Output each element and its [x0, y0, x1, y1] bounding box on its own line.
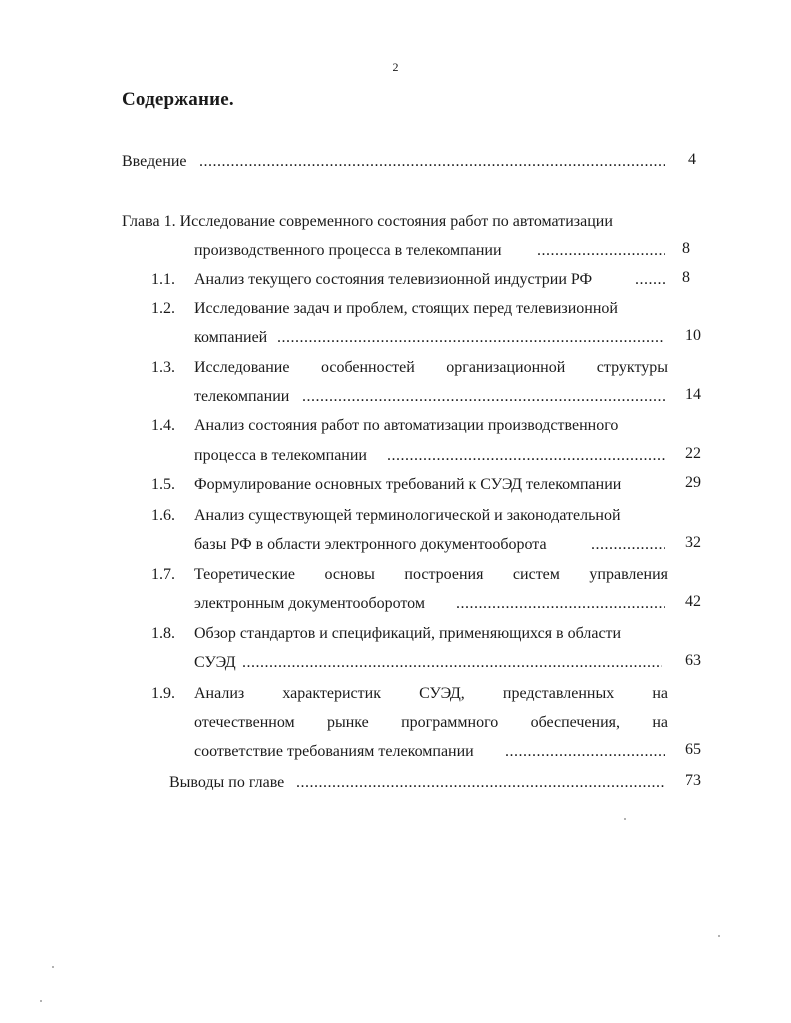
- scan-speck: [40, 1000, 42, 1002]
- toc-word: структуры: [596, 359, 668, 376]
- toc-conclusion-label: Выводы по главе: [169, 774, 285, 791]
- toc-section-page: 29: [685, 474, 701, 491]
- toc-word: отечественном: [194, 714, 295, 731]
- toc-word: управления: [589, 566, 668, 583]
- toc-word: обеспечения,: [530, 714, 621, 731]
- toc-section-title: Исследование задач и проблем, стоящих перед телевизионной: [194, 300, 618, 317]
- toc-chapter-page: 8: [682, 240, 690, 257]
- toc-section-number: 1.9.: [151, 685, 175, 702]
- toc-leader-dots: [387, 446, 665, 466]
- page-number: 2: [392, 60, 399, 74]
- toc-word: построения: [404, 566, 484, 583]
- toc-word: организационной: [446, 359, 566, 376]
- toc-section-page: 10: [685, 327, 701, 344]
- toc-word: основы: [324, 566, 375, 583]
- toc-section-title: Анализ текущего состояния телевизионной индустрии РФ: [194, 271, 593, 288]
- toc-word: представленных: [502, 685, 615, 702]
- toc-section-title-cont: телекомпании: [194, 388, 290, 405]
- toc-word: систем: [512, 566, 560, 583]
- toc-section-title-justified: [194, 713, 668, 733]
- toc-leader-dots: [199, 152, 665, 172]
- toc-word: Теоретические: [194, 566, 296, 583]
- toc-section-page: 22: [685, 445, 701, 462]
- toc-section-number: 1.4.: [151, 417, 175, 434]
- toc-word: СУЭД,: [419, 685, 465, 702]
- scan-speck: [52, 966, 54, 968]
- toc-chapter-label-line1: Глава 1. Исследование современного состояния работ по автоматизации: [122, 213, 613, 230]
- toc-section-title-cont: базы РФ в области электронного документооборота: [194, 536, 547, 553]
- toc-word: на: [652, 685, 668, 702]
- toc-section-page: 32: [685, 534, 701, 551]
- toc-leader-dots: [242, 653, 662, 673]
- toc-section-number: 1.1.: [151, 271, 175, 288]
- toc-section-title: Обзор стандартов и спецификаций, применяющихся в области: [194, 625, 622, 642]
- toc-leader-dots: [505, 742, 665, 762]
- scan-speck: [718, 935, 720, 937]
- toc-leader-dots: [277, 328, 665, 348]
- toc-leader-dots: [591, 535, 665, 555]
- toc-section-title-justified: [194, 565, 668, 585]
- toc-intro-label: Введение: [122, 153, 187, 170]
- toc-intro-page: 4: [688, 151, 696, 168]
- toc-section-title-justified: [194, 684, 668, 704]
- toc-word: Исследование: [194, 359, 290, 376]
- toc-word: Анализ: [194, 685, 245, 702]
- toc-section-title-cont: процесса в телекомпании: [194, 447, 367, 464]
- toc-section-title-cont: компанией: [194, 329, 268, 346]
- toc-section-title: Анализ состояния работ по автоматизации производственного: [194, 417, 619, 434]
- toc-word: рынке: [326, 714, 369, 731]
- toc-section-page: 63: [685, 652, 701, 669]
- toc-leader-dots: [456, 594, 665, 614]
- toc-word: особенностей: [320, 359, 415, 376]
- toc-section-number: 1.7.: [151, 566, 175, 583]
- toc-word: на: [652, 714, 668, 731]
- toc-section-page: 65: [685, 741, 701, 758]
- toc-section-page: 14: [685, 386, 701, 403]
- toc-section-number: 1.6.: [151, 507, 175, 524]
- toc-section-title: Анализ существующей терминологической и законодательной: [194, 507, 621, 524]
- toc-title: Содержание.: [122, 89, 234, 110]
- toc-leader-dots: [302, 387, 665, 407]
- toc-section-title-cont: СУЭД: [194, 654, 236, 671]
- toc-section-title-cont: электронным документооборотом: [194, 595, 425, 612]
- scan-speck: [624, 818, 626, 820]
- toc-section-number: 1.2.: [151, 300, 175, 317]
- toc-section-title-justified: [194, 358, 668, 378]
- toc-word: программного: [401, 714, 499, 731]
- toc-section-page: 42: [685, 593, 701, 610]
- toc-section-page: 8: [682, 269, 690, 286]
- toc-section-number: 1.5.: [151, 476, 175, 493]
- toc-leader-dots: [537, 241, 665, 261]
- toc-chapter-label-line2: производственного процесса в телекомпании: [194, 242, 502, 259]
- toc-section-number: 1.8.: [151, 625, 175, 642]
- toc-conclusion-page: 73: [685, 772, 701, 789]
- toc-section-number: 1.3.: [151, 359, 175, 376]
- toc-section-title-cont: соответствие требованиям телекомпании: [194, 743, 474, 760]
- toc-leader-dots: [296, 773, 665, 793]
- toc-word: характеристик: [282, 685, 381, 702]
- toc-section-title: Формулирование основных требований к СУЭД телекомпании: [194, 476, 622, 493]
